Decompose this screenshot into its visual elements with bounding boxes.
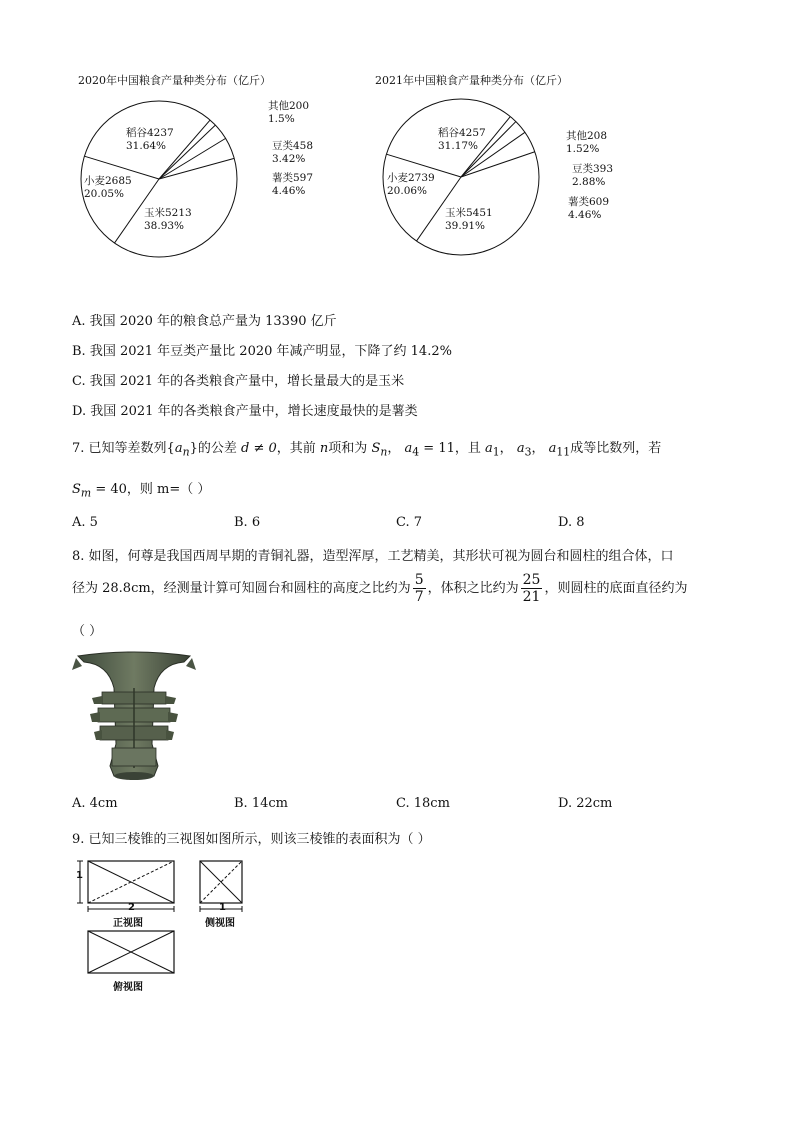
q6-option-b: B. 我国 2021 年豆类产量比 2020 年减产明显，下降了约 14.2% [72, 344, 452, 359]
pie2-label-tubers: 薯类609 4.46% [568, 196, 610, 221]
pie2-label-other: 其他208 1.52% [566, 130, 608, 155]
q7-seq: $\{a_n\}$ [166, 441, 198, 459]
pie-slice-boundary-玉米 [461, 152, 535, 177]
pie1-label-corn: 玉米5213 38.93% [144, 207, 192, 232]
q8-option-c: C. 18cm [396, 796, 450, 811]
he-zun-bronze-vessel-image [72, 648, 196, 784]
q7-option-a: A. 5 [72, 515, 98, 530]
q8-stem-line3: （ ） [72, 624, 103, 639]
dim-height-label: 1 [76, 870, 83, 881]
q7-option-c: C. 7 [396, 515, 423, 530]
q6-option-d: D. 我国 2021 年的各类粮食产量中，增长速度最快的是薯类 [72, 404, 418, 419]
pie1-label-rice: 稻谷4237 31.64% [126, 127, 174, 152]
pie2-label-rice: 稻谷4257 31.17% [438, 127, 486, 152]
front-view-label: 正视图 [113, 918, 143, 929]
q8-stem-line2: 径为 28.8cm，经测量计算可知圆台和圆柱的高度之比约为 $\frac{5}{7}$ ，体积之比约为 $\frac{25}{21}$ ，则圆柱的底面直径约为 [72, 572, 688, 605]
q8-option-a: A. 4cm [72, 796, 118, 811]
q8-height-ratio: $\frac{5}{7}$ [414, 572, 424, 605]
q8-option-b: B. 14cm [234, 796, 288, 811]
q6-option-a: A. 我国 2020 年的粮食总产量为 13390 亿斤 [72, 314, 337, 329]
q7-stem-line1: 7. 已知等差数列$\{a_n\}$的公差 d ≠ 0，其前 n项和为 $S_n$， $a_4 = 11$，且 $a_1$， $a_3$， $a_{11}$成等比数列，若 [72, 441, 662, 459]
q8-option-d: D. 22cm [558, 796, 613, 811]
pie1-label-tubers: 薯类597 4.46% [272, 172, 314, 197]
chart1-title: 2020年中国粮食产量种类分布（亿斤） [78, 74, 271, 87]
pie2-label-wheat: 小麦2739 20.06% [387, 172, 435, 197]
q8-stem-line1: 8. 如图，何尊是我国西周早期的青铜礼器，造型浑厚，工艺精美，其形状可视为圆台和圆柱的组合体，口 [72, 549, 674, 564]
dim-side-label: 1 [219, 902, 226, 913]
q9-stem: 9. 已知三棱锥的三视图如图所示，则该三棱锥的表面积为（ ） [72, 832, 431, 847]
q7-option-b: B. 6 [234, 515, 261, 530]
top-view-label: 俯视图 [113, 982, 143, 993]
chart2-title: 2021年中国粮食产量种类分布（亿斤） [375, 74, 568, 87]
dim-width-label: 2 [128, 902, 135, 913]
side-view-label: 侧视图 [205, 918, 235, 929]
pie2-label-corn: 玉米5451 39.91% [445, 207, 493, 232]
pie1-label-beans: 豆类458 3.42% [272, 140, 314, 165]
q7-stem-line2: $S_m = 40$，则 m=（ ） [72, 482, 211, 500]
q8-volume-ratio: $\frac{25}{21}$ [522, 572, 541, 605]
pie2-label-beans: 豆类393 2.88% [572, 163, 614, 188]
q6-option-c: C. 我国 2021 年的各类粮食产量中，增长量最大的是玉米 [72, 374, 405, 389]
pie1-label-other: 其他200 1.5% [268, 100, 310, 125]
pie1-label-wheat: 小麦2685 20.05% [84, 175, 132, 200]
q7-option-d: D. 8 [558, 515, 585, 530]
